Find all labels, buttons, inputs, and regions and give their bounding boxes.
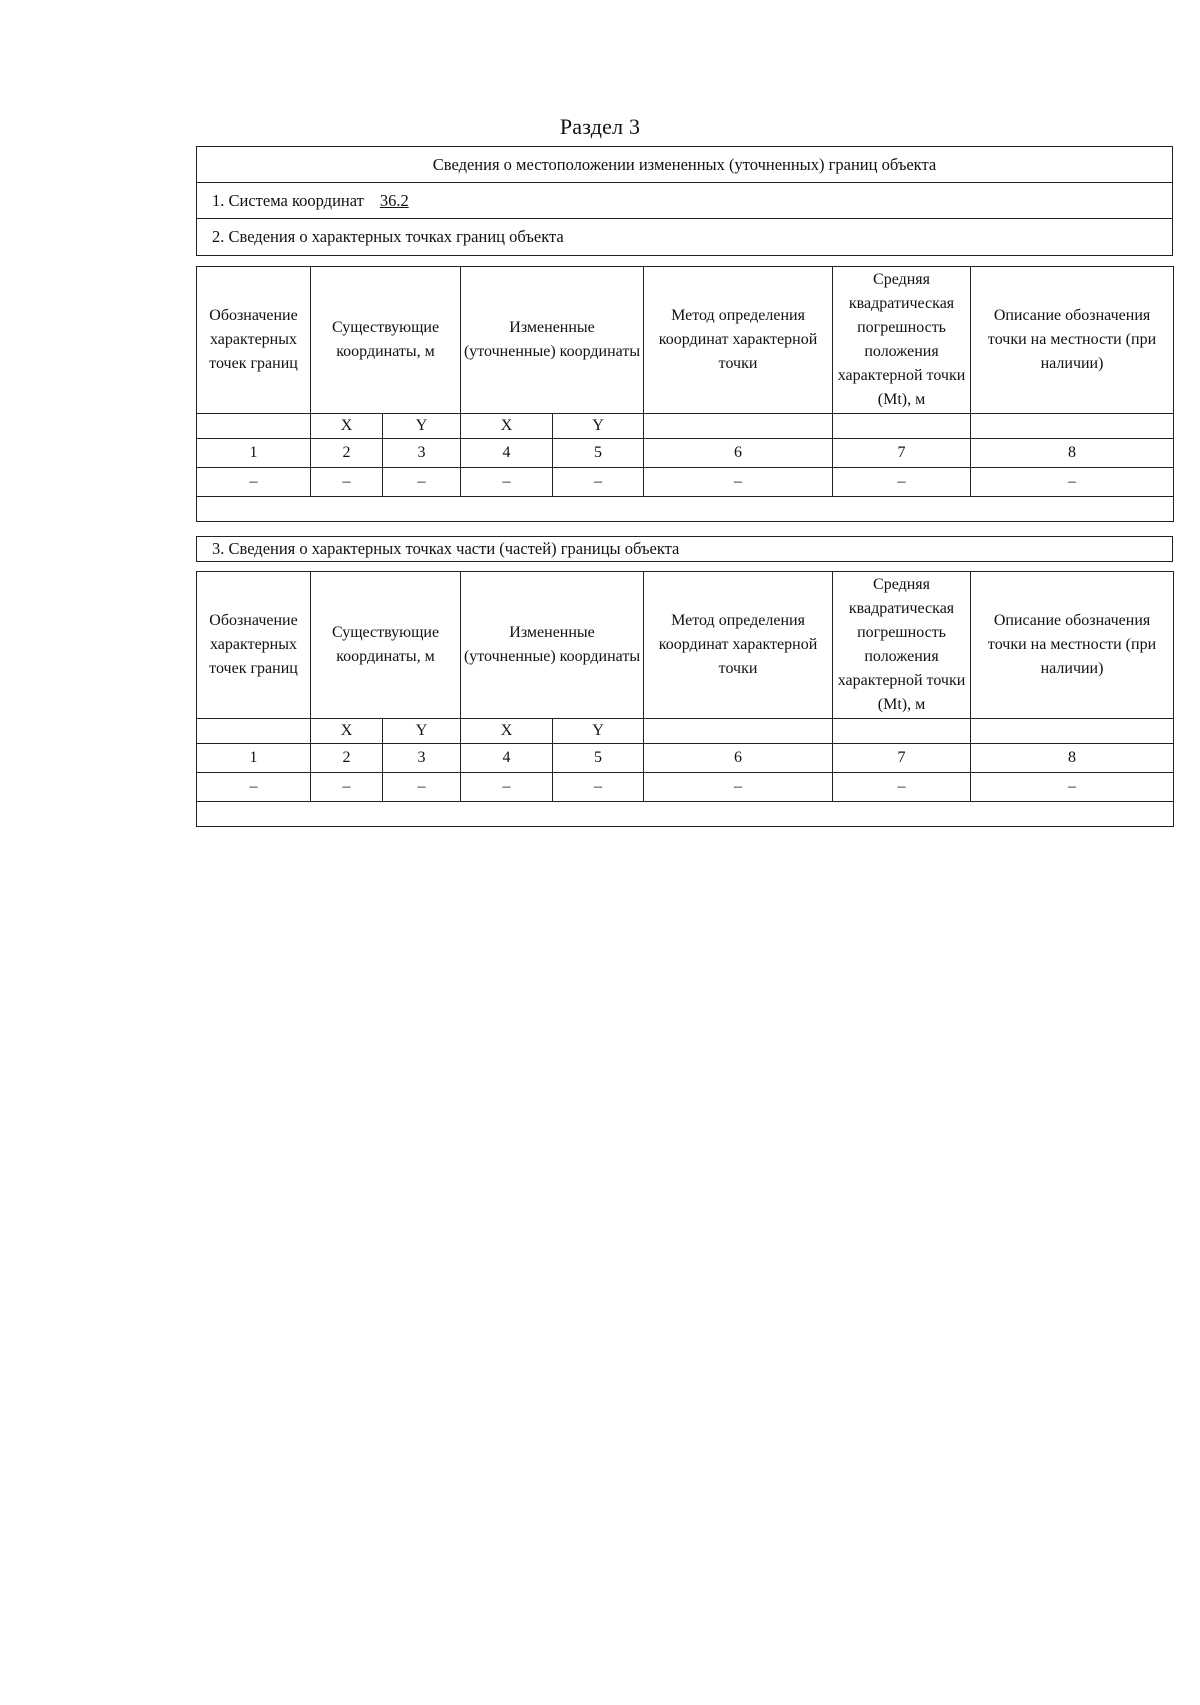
column-header: Существующие координаты, м [311, 572, 461, 719]
column-number: 2 [311, 744, 383, 773]
column-number: 2 [311, 439, 383, 468]
section2-label: 2. Сведения о характерных точках границ объекта [212, 227, 564, 246]
part-boundary-points-table [196, 571, 1174, 827]
table-blank-row [197, 802, 1174, 827]
table-cell: – [644, 773, 833, 802]
table-cell [833, 719, 971, 744]
table-cell: – [461, 468, 553, 497]
column-header: Существующие координаты, м [311, 267, 461, 414]
boundary-points-table [196, 266, 1174, 522]
table-cell [971, 719, 1174, 744]
subheader-x: X [311, 719, 383, 744]
table-row [197, 773, 1174, 802]
column-header: Описание обозначения точки на местности (при наличии) [971, 572, 1174, 719]
section3-label: 3. Сведения о характерных точках части (частей) границы объекта [196, 536, 1173, 562]
column-number: 1 [197, 439, 311, 468]
table-cell: – [833, 468, 971, 497]
column-header: Метод определения координат характерной точки [644, 267, 833, 414]
table-blank-row [197, 497, 1174, 522]
section-header-box [196, 146, 1173, 256]
table-cell [644, 414, 833, 439]
column-header: Обозначение характерных точек границ [197, 572, 311, 719]
table-cell: – [197, 468, 311, 497]
subheader-x: X [311, 414, 383, 439]
table-cell: – [383, 773, 461, 802]
table-cell [197, 414, 311, 439]
table-cell: – [644, 468, 833, 497]
table-header-row [197, 267, 1174, 414]
column-number: 3 [383, 744, 461, 773]
table-cell: – [197, 773, 311, 802]
subheader-y: Y [383, 719, 461, 744]
column-number: 4 [461, 744, 553, 773]
table-cell: – [971, 468, 1174, 497]
table-cell: – [833, 773, 971, 802]
table-subheader-row [197, 719, 1174, 744]
column-header: Средняя квадратическая погрешность положения характерной точки (Mt), м [833, 572, 971, 719]
subheader-y: Y [553, 719, 644, 744]
column-number: 8 [971, 744, 1174, 773]
column-header: Описание обозначения точки на местности (при наличии) [971, 267, 1174, 414]
table-cell [197, 497, 1174, 522]
column-number: 5 [553, 744, 644, 773]
table-number-row [197, 744, 1174, 773]
column-header: Средняя квадратическая погрешность положения характерной точки (Mt), м [833, 267, 971, 414]
table-cell: – [553, 468, 644, 497]
column-number: 1 [197, 744, 311, 773]
section-heading: Сведения о местоположении измененных (уточненных) границ объекта [197, 147, 1172, 183]
column-number: 6 [644, 439, 833, 468]
table-cell: – [383, 468, 461, 497]
column-header: Измененные (уточненные) координаты [461, 572, 644, 719]
column-header: Измененные (уточненные) координаты [461, 267, 644, 414]
subheader-x: X [461, 719, 553, 744]
column-number: 3 [383, 439, 461, 468]
column-number: 4 [461, 439, 553, 468]
table-cell: – [461, 773, 553, 802]
table-cell [971, 414, 1174, 439]
subheader-y: Y [553, 414, 644, 439]
table-cell: – [553, 773, 644, 802]
table-header-row [197, 572, 1174, 719]
subheader-y: Y [383, 414, 461, 439]
coordinate-system-row [197, 183, 1172, 219]
table-cell: – [311, 773, 383, 802]
page-title: Раздел 3 [559, 114, 641, 139]
column-number: 6 [644, 744, 833, 773]
table-number-row [197, 439, 1174, 468]
table-cell: – [311, 468, 383, 497]
table-cell [197, 719, 311, 744]
column-number: 8 [971, 439, 1174, 468]
column-header: Обозначение характерных точек границ [197, 267, 311, 414]
subheader-x: X [461, 414, 553, 439]
table-cell [197, 802, 1174, 827]
column-header: Метод определения координат характерной точки [644, 572, 833, 719]
column-number: 5 [553, 439, 644, 468]
column-number: 7 [833, 439, 971, 468]
coordinate-system-label: 1. Система координат [212, 191, 364, 210]
table-cell [833, 414, 971, 439]
column-number: 7 [833, 744, 971, 773]
table-cell: – [971, 773, 1174, 802]
table-row [197, 468, 1174, 497]
coordinate-system-value: 36.2 [379, 191, 409, 210]
table-cell [644, 719, 833, 744]
table-subheader-row [197, 414, 1174, 439]
